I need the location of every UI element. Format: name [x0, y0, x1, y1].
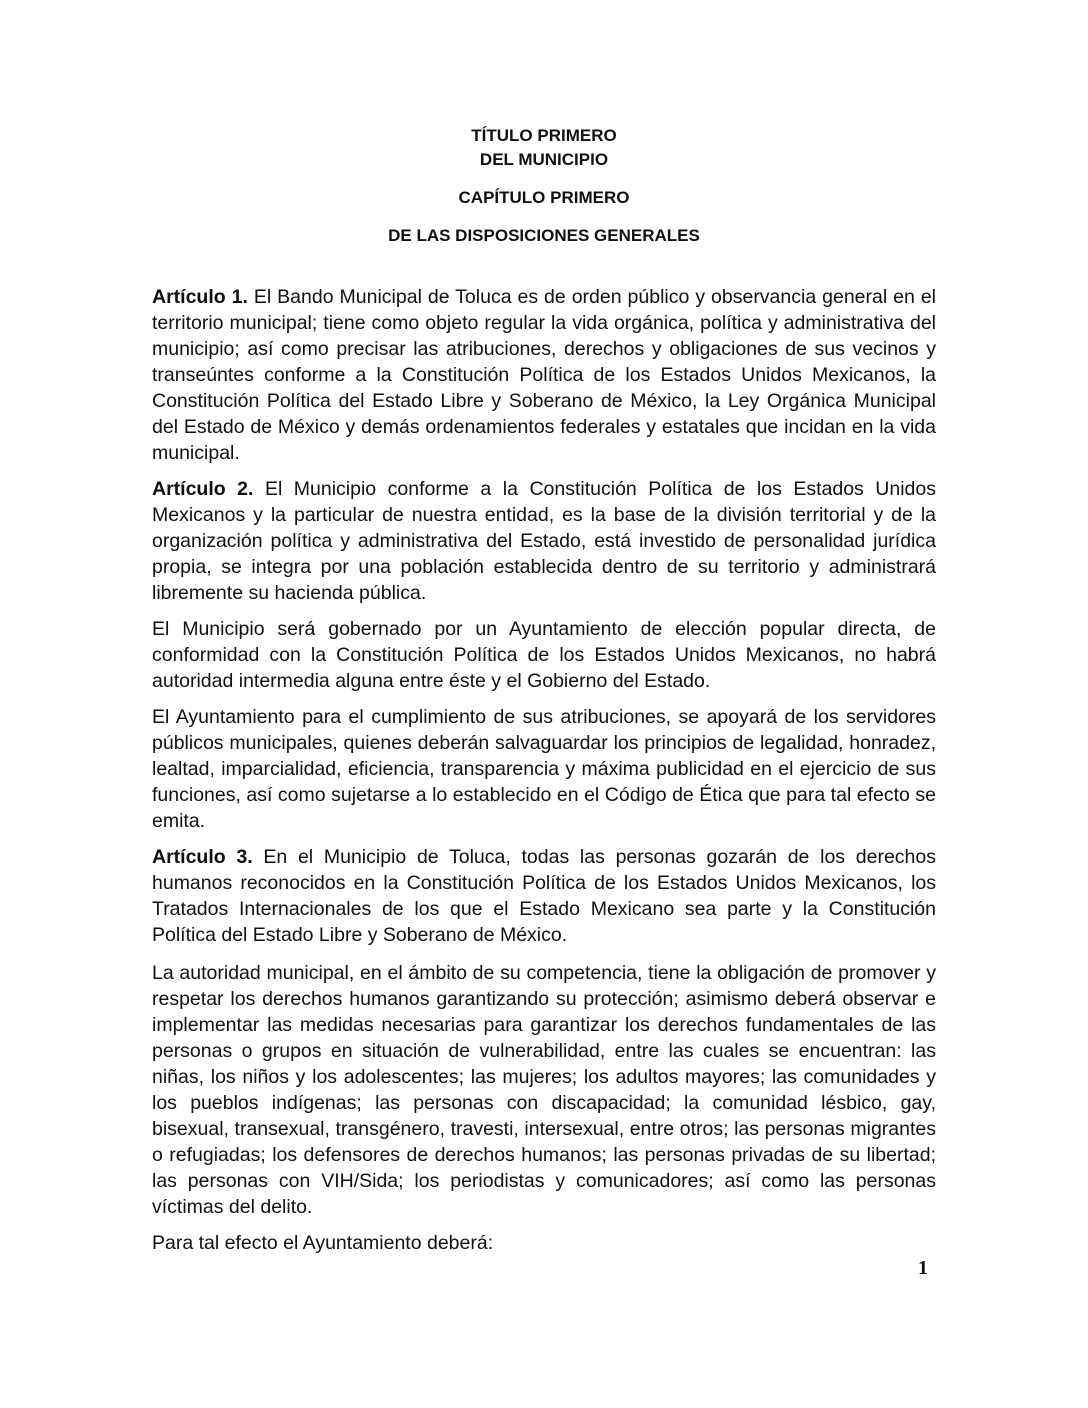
paragraph	[152, 960, 936, 1220]
paragraph-text: En el Municipio de Toluca, todas las personas gozarán de los derechos humanos reconocidos en la Constitución Política de los Estados Unidos Mexicanos, los Tratados Internacionales de los que el Estado Mexicano sea parte y la Constitución Política del Estado Libre y Soberano de México.	[152, 846, 936, 946]
chapter-heading: CAPÍTULO PRIMERO	[458, 188, 630, 207]
paragraph-text: El Municipio conforme a la Constitución Política de los Estados Unidos Mexicanos y la particular de nuestra entidad, es la base de la división territorial y de la organización política y administrativa del Estado, está investido de personalidad jurídica propia, se integra por una población establecida dentro de su territorio y administrará libremente su hacienda pública.	[152, 478, 936, 604]
paragraph-text: El Bando Municipal de Toluca es de orden público y observancia general en el territorio municipal; tiene como objeto regular la vida orgánica, política y administrativa del municipio; así como precisar las atribuciones, derechos y obligaciones de sus vecinos y transeúntes conforme a la Constitución Política de los Estados Unidos Mexicanos, la Constitución Política del Estado Libre y Soberano de México, la Ley Orgánica Municipal del Estado de México y demás ordenamientos federales y estatales que incidan en la vida municipal.	[152, 286, 936, 464]
document-body	[152, 284, 936, 1266]
page-number: 1	[918, 1257, 928, 1279]
title-heading: TÍTULO PRIMERO	[471, 126, 617, 145]
paragraph-article-2	[152, 476, 936, 606]
paragraph-article-3	[152, 844, 936, 948]
paragraph	[152, 616, 936, 694]
subtitle-heading: DEL MUNICIPIO	[479, 150, 609, 169]
paragraph-article-1	[152, 284, 936, 466]
document-headings	[0, 124, 1088, 248]
article-label: Artículo 3.	[152, 846, 253, 868]
paragraph-text: El Ayuntamiento para el cumplimiento de sus atribuciones, se apoyará de los servidores públicos municipales, quienes deberán salvaguardar los principios de legalidad, honradez, lealtad, imparcialidad, eficiencia, transparencia y máxima publicidad en el ejercicio de sus funciones, así como sujetarse a lo establecido en el Código de Ética que para tal efecto se emita.	[152, 706, 936, 832]
paragraph	[152, 1230, 936, 1256]
paragraph-text: Para tal efecto el Ayuntamiento deberá:	[152, 1232, 494, 1254]
article-label: Artículo 1.	[152, 286, 248, 308]
paragraph-text: El Municipio será gobernado por un Ayuntamiento de elección popular directa, de conformidad con la Constitución Política de los Estados Unidos Mexicanos, no habrá autoridad intermedia alguna entre éste y el Gobierno del Estado.	[152, 618, 936, 692]
article-label: Artículo 2.	[152, 478, 254, 500]
paragraph-text: La autoridad municipal, en el ámbito de su competencia, tiene la obligación de promover y respetar los derechos humanos garantizando su protección; asimismo deberá observar e implementar las medidas necesarias para garantizar los derechos fundamentales de las personas o grupos en situación de vulnerabilidad, entre las cuales se encuentran: las niñas, los niños y los adolescentes; las mujeres; los adultos mayores; las comunidades y los pueblos indígenas; las personas con discapacidad; la comunidad lésbico, gay, bisexual, transexual, transgénero, travesti, intersexual, entre otros; las personas migrantes o refugiadas; los defensores de derechos humanos; las personas privadas de su libertad; las personas con VIH/Sida; los periodistas y comunicadores; así como las personas víctimas del delito.	[152, 962, 936, 1218]
chapter-title-heading: DE LAS DISPOSICIONES GENERALES	[388, 226, 700, 245]
paragraph	[152, 704, 936, 834]
